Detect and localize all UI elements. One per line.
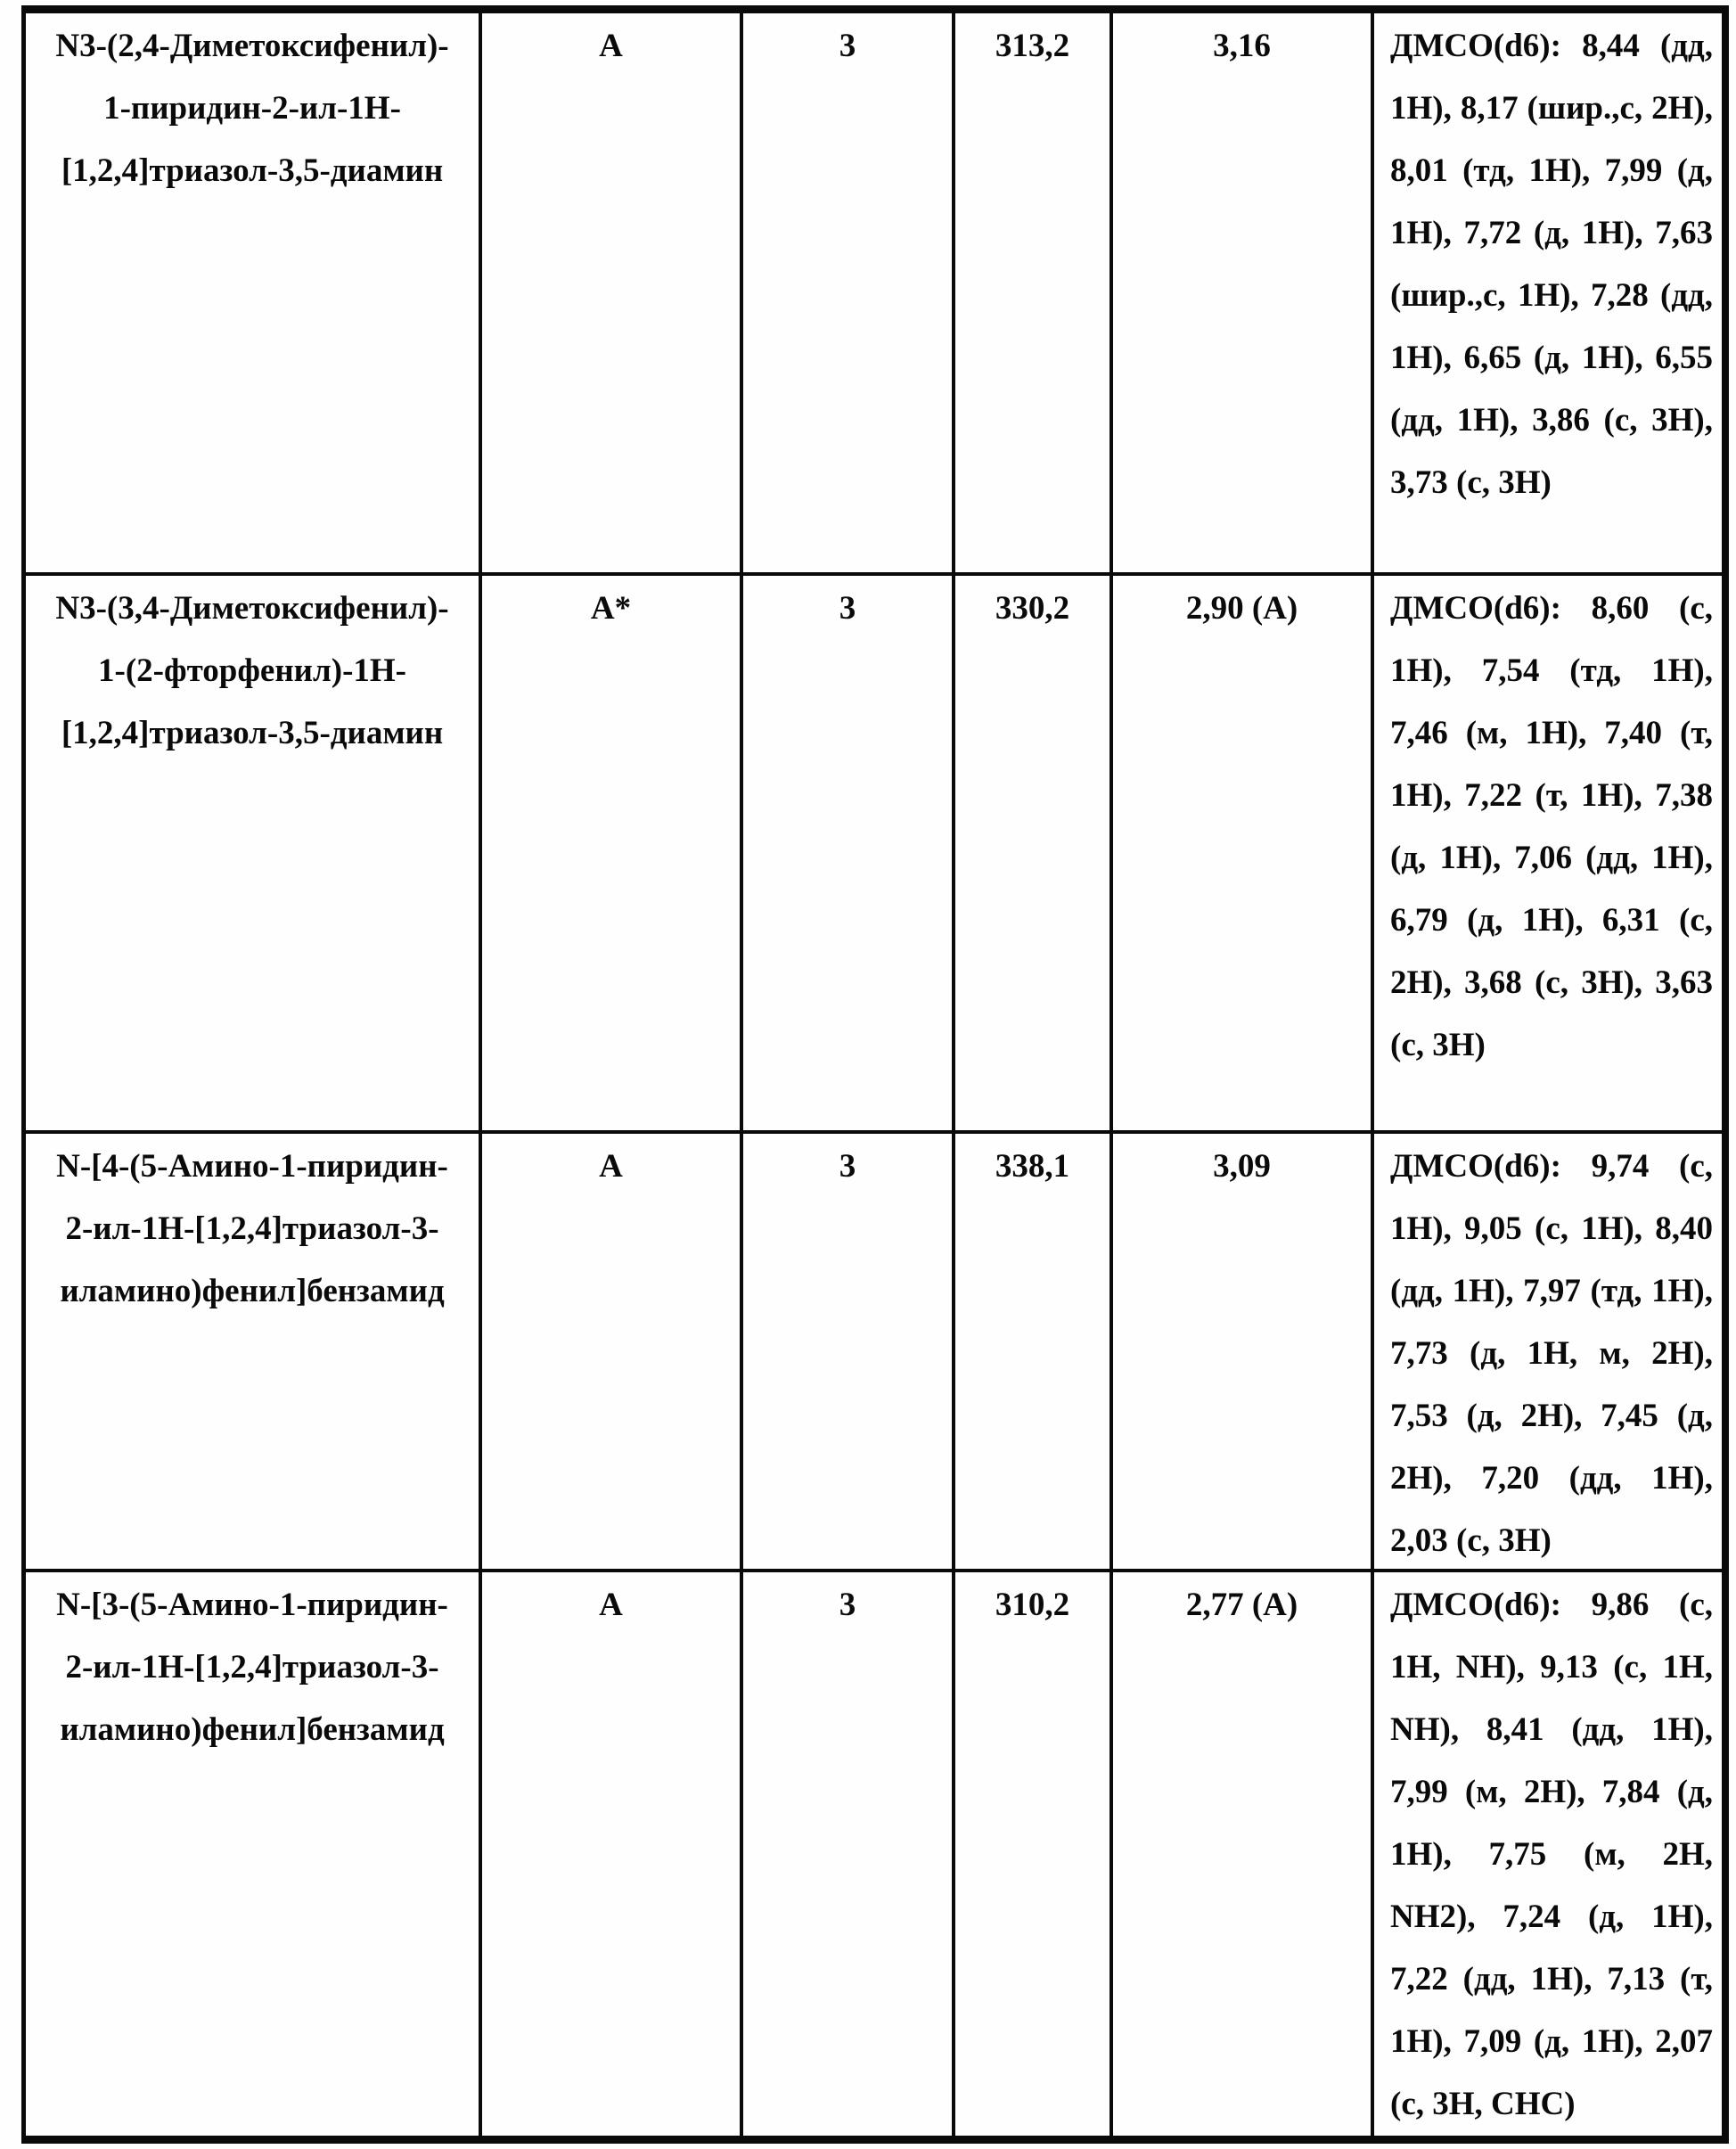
compound-name-cell [26,1572,482,2136]
compound-name-cell [26,576,482,1131]
mass-cell: 313,2 [955,13,1113,572]
compound-name-line: 2-ил-1H-[1,2,4]триазол-3- [65,1649,439,1686]
nmr-cell: ДМСО(d6): 9,74 (с, 1H), 9,05 (с, 1H), 8,40 (дд, 1H), 7,97 (тд, 1H), 7,73 (д, 1H, м, 2H), 7,53 (д, 2H), 7,45 (д, 2H), 7,20 (дд, 1H), 2,03 (с, 3H) [1390,1148,1713,1559]
example-cell: 3 [743,13,955,572]
nmr-cell: ДМСО(d6): 8,60 (с, 1H), 7,54 (тд, 1H), 7,46 (м, 1H), 7,40 (т, 1H), 7,22 (т, 1H), 7,38 (д, 1H), 7,06 (дд, 1H), 6,79 (д, 1H), 6,31 (с, 2H), 3,68 (с, 3H), 3,63 (с, 3H) [1390,589,1713,1063]
retention-time-cell: 2,90 (A) [1113,576,1374,1131]
mass-cell: 338,1 [955,1134,1113,1569]
compound-name-cell [26,13,482,572]
method-cell: A [482,1572,743,2136]
table-row [26,1134,1722,1572]
table-row [26,1572,1722,2136]
compound-name-line: N-[3-(5-Амино-1-пиридин- [56,1587,448,1623]
compound-name-line: N3-(2,4-Диметоксифенил)- [55,28,449,64]
example-cell: 3 [743,1572,955,2136]
mass-cell: 310,2 [955,1572,1113,2136]
retention-time-cell: 3,16 [1113,13,1374,572]
compound-data-table [21,5,1729,2144]
compound-name-cell [26,1134,482,1569]
compound-name-line: N-[4-(5-Амино-1-пиридин- [56,1148,448,1185]
retention-time-cell: 3,09 [1113,1134,1374,1569]
compound-name-line: 1-пиридин-2-ил-1H- [103,90,401,127]
compound-name-line: [1,2,4]триазол-3,5-диамин [61,152,444,189]
compound-name-line: N3-(3,4-Диметоксифенил)- [55,589,449,627]
retention-time-cell: 2,77 (A) [1113,1572,1374,2136]
compound-name-line: 2-ил-1H-[1,2,4]триазол-3- [65,1210,439,1247]
method-cell: A [482,13,743,572]
example-cell: 3 [743,1134,955,1569]
compound-name-line: [1,2,4]триазол-3,5-диамин [61,714,444,751]
compound-name-line: иламино)фенил]бензамид [60,1273,445,1309]
compound-name-line: 1-(2-фторфенил)-1H- [98,652,406,689]
table-row [26,13,1722,576]
nmr-cell: ДМСО(d6): 8,44 (дд, 1H), 8,17 (шир.,с, 2H), 8,01 (тд, 1H), 7,99 (д, 1H), 7,72 (д, 1H), 7,63 (шир.,с, 1H), 7,28 (дд, 1H), 6,65 (д, 1H), 6,55 (дд, 1H), 3,86 (с, 3H), 3,73 (с, 3H) [1390,28,1713,501]
method-cell: A* [482,576,743,1131]
nmr-cell: ДМСО(d6): 9,86 (с, 1H, NH), 9,13 (с, 1H, NH), 8,41 (дд, 1H), 7,99 (м, 2H), 7,84 (д, 1H), 7,75 (м, 2H, NH2), 7,24 (д, 1H), 7,22 (дд, 1H), 7,13 (т, 1H), 7,09 (д, 1H), 2,07 (с, 3H, CHC) [1390,1587,1713,2122]
table-row [26,576,1722,1135]
compound-name-line: иламино)фенил]бензамид [60,1711,445,1748]
method-cell: A [482,1134,743,1569]
example-cell: 3 [743,576,955,1131]
mass-cell: 330,2 [955,576,1113,1131]
